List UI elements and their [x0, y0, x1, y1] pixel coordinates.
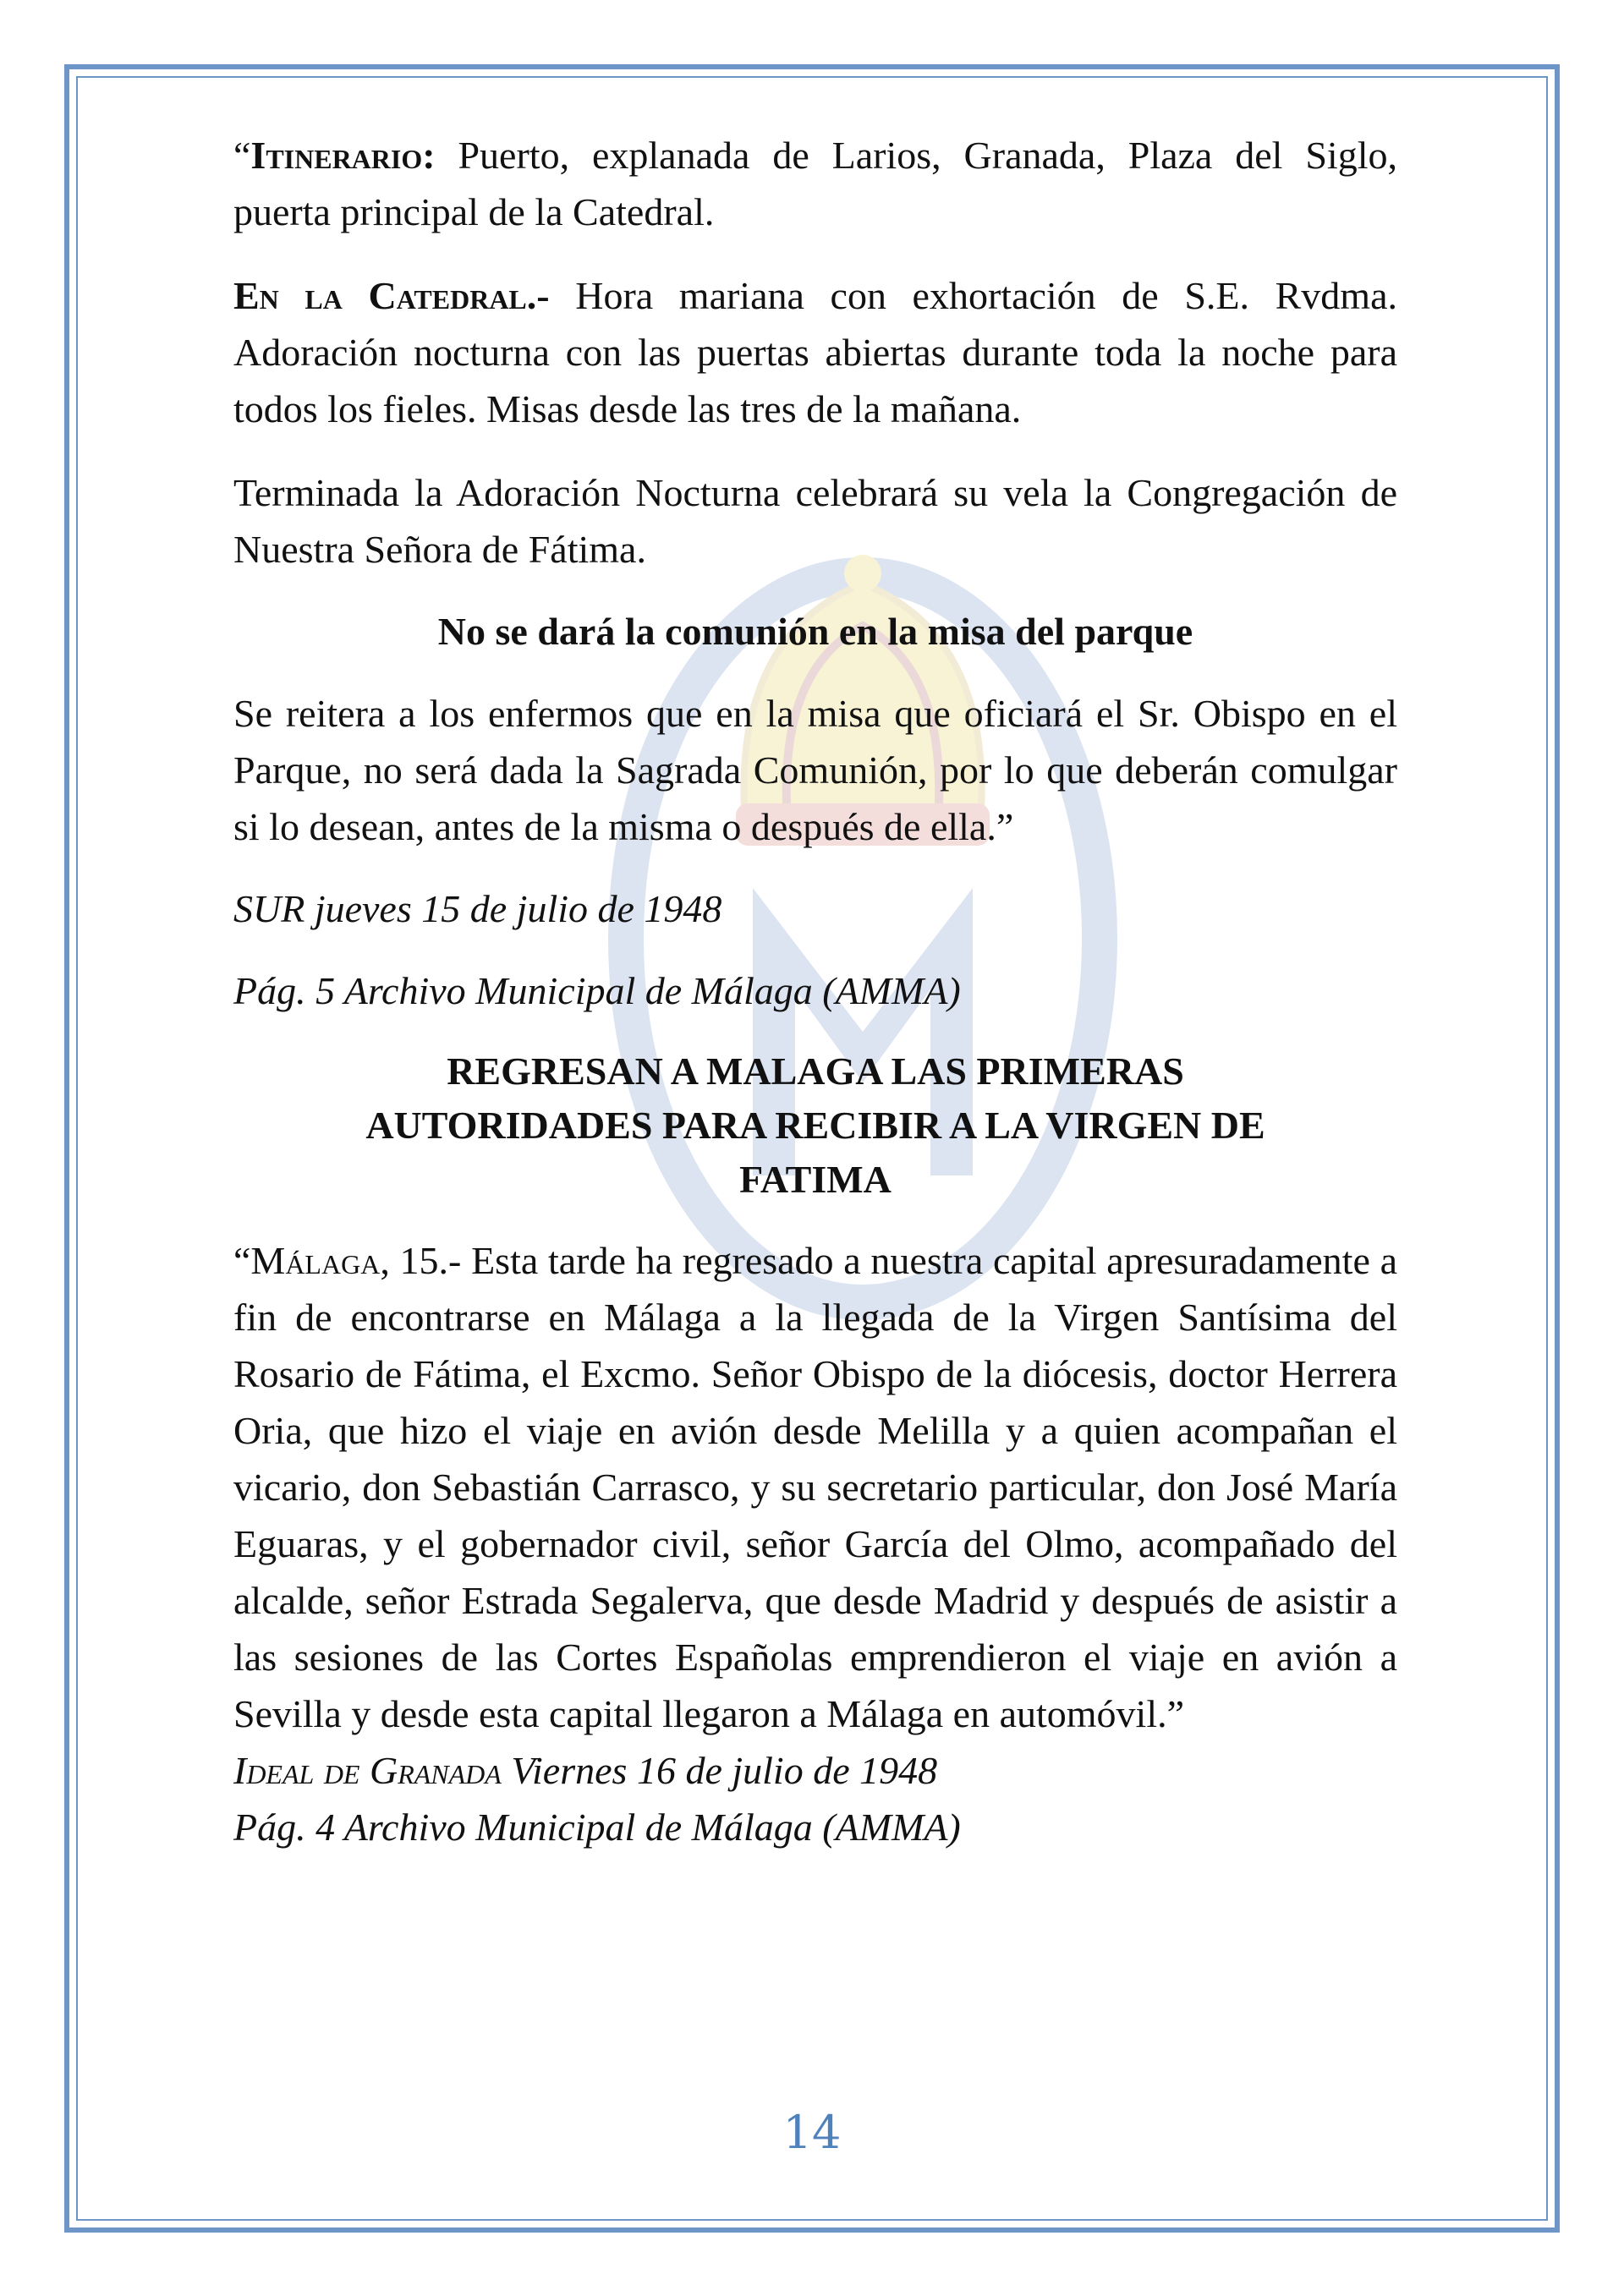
return-authorities-heading [233, 1044, 1397, 1207]
itinerary-label: Itinerario: [250, 134, 436, 177]
citation-source-2-label: Ideal de Granada [233, 1749, 502, 1792]
citation-archive-2: Pág. 4 Archivo Municipal de Málaga (AMMA) [233, 1806, 961, 1849]
malaga-label: Málaga [250, 1239, 381, 1282]
itinerary-text: Puerto, explanada de Larios, Granada, Plaza del Siglo, puerta principal de la Catedral. [233, 134, 1397, 233]
malaga-text: , 15.- Esta tarde ha regresado a nuestra capital apresuradamente a fin de encontrarse en Málaga a la llegada de la Virgen Santísima del Rosario de Fátima, el Excmo. Señor Obispo de la diócesis, doctor Herrera Oria, que hizo el viaje en avión desde Melilla y a quien acompañan el vicario, don Sebastián Carrasco, y su secretario particular, don José María Eguaras, y el gobernador civil, señor García del Olmo, acompañado del alcalde, señor Estrada Segalerva, que desde Madrid y después de asistir a las sesiones de las Cortes Españolas emprendieron el viaje en avión a Sevilla y desde esta capital llegaron a Málaga en automóvil.” [233, 1239, 1397, 1735]
communion-heading: No se dará la comunión en la misa del parque [437, 610, 1193, 653]
cathedral-label: En la Catedral.- [233, 274, 550, 317]
citation-source-1: SUR jueves 15 de julio de 1948 [233, 887, 722, 930]
citation-source-2-date: Viernes 16 de julio de 1948 [501, 1749, 938, 1792]
heading-line-1: REGRESAN A MALAGA LAS PRIMERAS [447, 1049, 1184, 1093]
open-quote: “ [233, 1239, 251, 1282]
cathedral-text: Hora mariana con exhortación de S.E. Rvdma. Adoración nocturna con las puertas abiertas durante toda la noche para todos los fieles. Misas desde las tres de la mañana. [233, 274, 1397, 430]
cathedral-paragraph [233, 267, 1397, 437]
citation-source-2 [233, 1742, 1397, 1799]
malaga-paragraph [233, 1232, 1397, 1742]
heading-line-2: AUTORIDADES PARA RECIBIR A LA VIRGEN DE [365, 1104, 1265, 1147]
heading-line-3: FATIMA [739, 1158, 892, 1201]
document-body [233, 127, 1397, 1855]
open-quote: “ [233, 134, 251, 177]
vigil-paragraph: Terminada la Adoración Nocturna celebrará su vela la Congregación de Nuestra Señora de Fátima. [233, 471, 1397, 571]
citation-archive-1: Pág. 5 Archivo Municipal de Málaga (AMMA) [233, 969, 961, 1012]
itinerary-paragraph [233, 127, 1397, 240]
communion-paragraph: Se reitera a los enfermos que en la misa que oficiará el Sr. Obispo en el Parque, no será dada la Sagrada Comunión, por lo que deberán comulgar si lo desean, antes de la misma o después de ella.” [233, 692, 1397, 848]
page-number: 14 [782, 2106, 842, 2159]
